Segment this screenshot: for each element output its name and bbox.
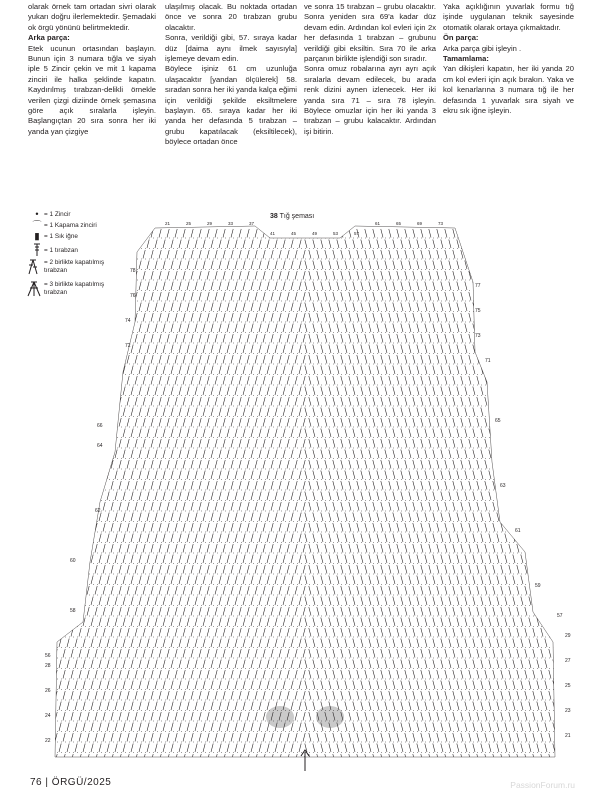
single-crochet-icon: ▮: [34, 231, 40, 241]
legend-item-three-treble-together: = 3 birlikte kapatılmış tırabzan: [26, 281, 136, 303]
row-label-left: 72: [125, 343, 131, 349]
shaded-start-marker: [316, 706, 344, 728]
section-heading-finishing: Tamamlama:: [443, 54, 489, 64]
column-label-top: 53: [333, 231, 339, 236]
two-treble-together-icon: [26, 259, 40, 278]
chart-number: 38: [270, 213, 278, 220]
page-number: 76: [30, 777, 43, 788]
row-label-right: 25: [565, 683, 571, 689]
row-label-right: 75: [475, 308, 481, 314]
column-label-top: 37: [249, 221, 255, 226]
stitch-pattern: [55, 229, 574, 784]
chart-caption: Tığ şeması: [279, 213, 315, 220]
row-label-left: 64: [97, 443, 103, 449]
chain-dot-icon: •: [35, 209, 39, 219]
row-label-right: 27: [565, 658, 571, 664]
row-label-left: 58: [70, 608, 76, 614]
column-label-top: 41: [270, 231, 276, 236]
paragraph: Yaka açıklığının yuvarlak formu tığ işinde uygulanan teknik sayesinde otomatik olarak ortaya çıkmaktadır.: [443, 2, 574, 32]
row-label-left: 56: [45, 653, 51, 659]
paragraph: Arka parça gibi işleyin .: [443, 43, 522, 53]
section-heading-back: Arka parça:: [28, 33, 70, 43]
text-column-3: [304, 2, 436, 137]
column-label-top: 25: [186, 221, 192, 226]
chart-title: [270, 213, 314, 220]
column-label-top: 49: [312, 231, 318, 236]
section-heading-front: Ön parça:: [443, 33, 479, 43]
paragraph: Sonra omuz robalarına ayrı ayrı açık sıralarla devam edilecek, bu arada renk dizini aynen izlenecek. Her iki yanda sıra 71 – sıra 78 işleyin. Böylece omuzlar için her iki yanda 3 tırabzan – grubu kalacaktır. Ardından işi bitirin.: [304, 64, 436, 136]
column-label-top: 57: [354, 231, 360, 236]
legend-item-single-crochet: ▮ = 1 Sık iğne: [26, 232, 136, 243]
paragraph: Böylece işiniz 61 cm uzunluğa ulaşacaktır [yandan ölçülerek] 58. sıradan sonra her iki yanda kalça eğimi için verildiği şekilde eksiltmelere başlayın. 65. sıraya kadar her iki yanda her defasında 5 tırabzan – grubu kapatılacak (eksiltilecek), böylece ortadan önce: [165, 64, 297, 147]
column-label-top: 65: [396, 221, 402, 226]
row-label-right: 57: [557, 613, 563, 619]
column-label-top: 73: [438, 221, 444, 226]
row-label-left: 28: [45, 663, 51, 669]
row-label-left: 26: [45, 688, 51, 694]
column-label-top: 45: [291, 231, 297, 236]
row-label-right: 29: [565, 633, 571, 639]
row-label-left: 74: [125, 318, 131, 324]
three-treble-together-icon: [26, 281, 42, 300]
row-label-right: 71: [485, 358, 491, 364]
column-label-top: 33: [228, 221, 234, 226]
row-label-right: 63: [500, 483, 506, 489]
footer-separator: |: [45, 777, 52, 788]
column-label-top: 21: [165, 221, 171, 226]
row-label-left: 60: [70, 558, 76, 564]
row-label-right: 77: [475, 283, 481, 289]
paragraph: ulaşılmış olacak. Bu noktada ortadan önce ve sonra 20 tırabzan grubu olacaktır.: [165, 2, 297, 32]
row-label-left: 62: [95, 508, 101, 514]
row-label-right: 23: [565, 708, 571, 714]
watermark: PassionForum.ru: [510, 780, 575, 790]
column-label-top: 61: [375, 221, 381, 226]
column-label-top: 29: [207, 221, 213, 226]
crochet-chart: [45, 221, 575, 772]
text-column-2: [165, 2, 297, 148]
page-footer: [30, 777, 111, 788]
paragraph: Etek ucunun ortasından başlayın. Bunun için 3 numara tığla ve siyah iple 5 Zincir çekin ve mit 1 kapama zinciri ile halka şeklinde kapatın. Kaydırılmış tırabzan-delikli örnekle verilen çizgi diziinde örnek şemasına göre açık sıralarla işleyin. Başlangıçtan 20 sıra sonra her iki yanda yan çizgiye: [28, 43, 156, 136]
column-label-top: 69: [417, 221, 423, 226]
row-label-right: 21: [565, 733, 571, 739]
row-label-right: 59: [535, 583, 541, 589]
paragraph: olarak örnek tam ortadan sivri olarak yukarı doğru ilerlemektedir. Şemadaki ok örgü yönünü belirtmektedir.: [28, 2, 156, 32]
magazine-name: ÖRGÜ/2025: [51, 777, 112, 788]
row-label-right: 65: [495, 418, 501, 424]
legend-item-two-treble-together: = 2 birlikte kapatılmış tırabzan: [26, 259, 136, 281]
slip-stitch-icon: ⌒: [32, 220, 42, 230]
paragraph: ve sonra 15 tırabzan – grubu olacaktır. Sonra yeniden sıra 69'a kadar düz devam edin. Ardından kol evleri için 2x her defasında 1 tırabzan – grubunu verildiği gibi eksiltin. Sıra 70 ile arka parçanın birlikte işlendiği son sıradır.: [304, 2, 436, 64]
paragraph: Sonra, verildiği gibi, 57. sıraya kadar düz [daima aynı ilmek sayısıyla] işlemeye devam edin.: [165, 33, 297, 64]
direction-arrow-icon: [301, 750, 309, 771]
row-label-left: 24: [45, 713, 51, 719]
text-column-1: [28, 2, 156, 137]
legend-item-treble: = 1 tırabzan: [26, 243, 136, 259]
row-label-left: 78: [130, 268, 136, 274]
row-label-left: 66: [97, 423, 103, 429]
legend-item-chain: • = 1 Zincir: [26, 210, 136, 221]
paragraph: Yan dikişleri kapatın, her iki yanda 20 cm kol evleri için açık bırakın. Yaka ve kol kenarlarına 3 numara tığ ile her defasında 1 yuvarlak sıra siyah ve ekru sık iğne işleyin.: [443, 64, 574, 116]
row-label-right: 61: [515, 528, 521, 534]
row-label-left: 76: [130, 293, 136, 299]
legend-item-slip-stitch: ⌒ = 1 Kapama zinciri: [26, 221, 136, 232]
text-column-4: [443, 2, 574, 116]
row-label-right: 73: [475, 333, 481, 339]
row-label-left: 22: [45, 738, 51, 744]
